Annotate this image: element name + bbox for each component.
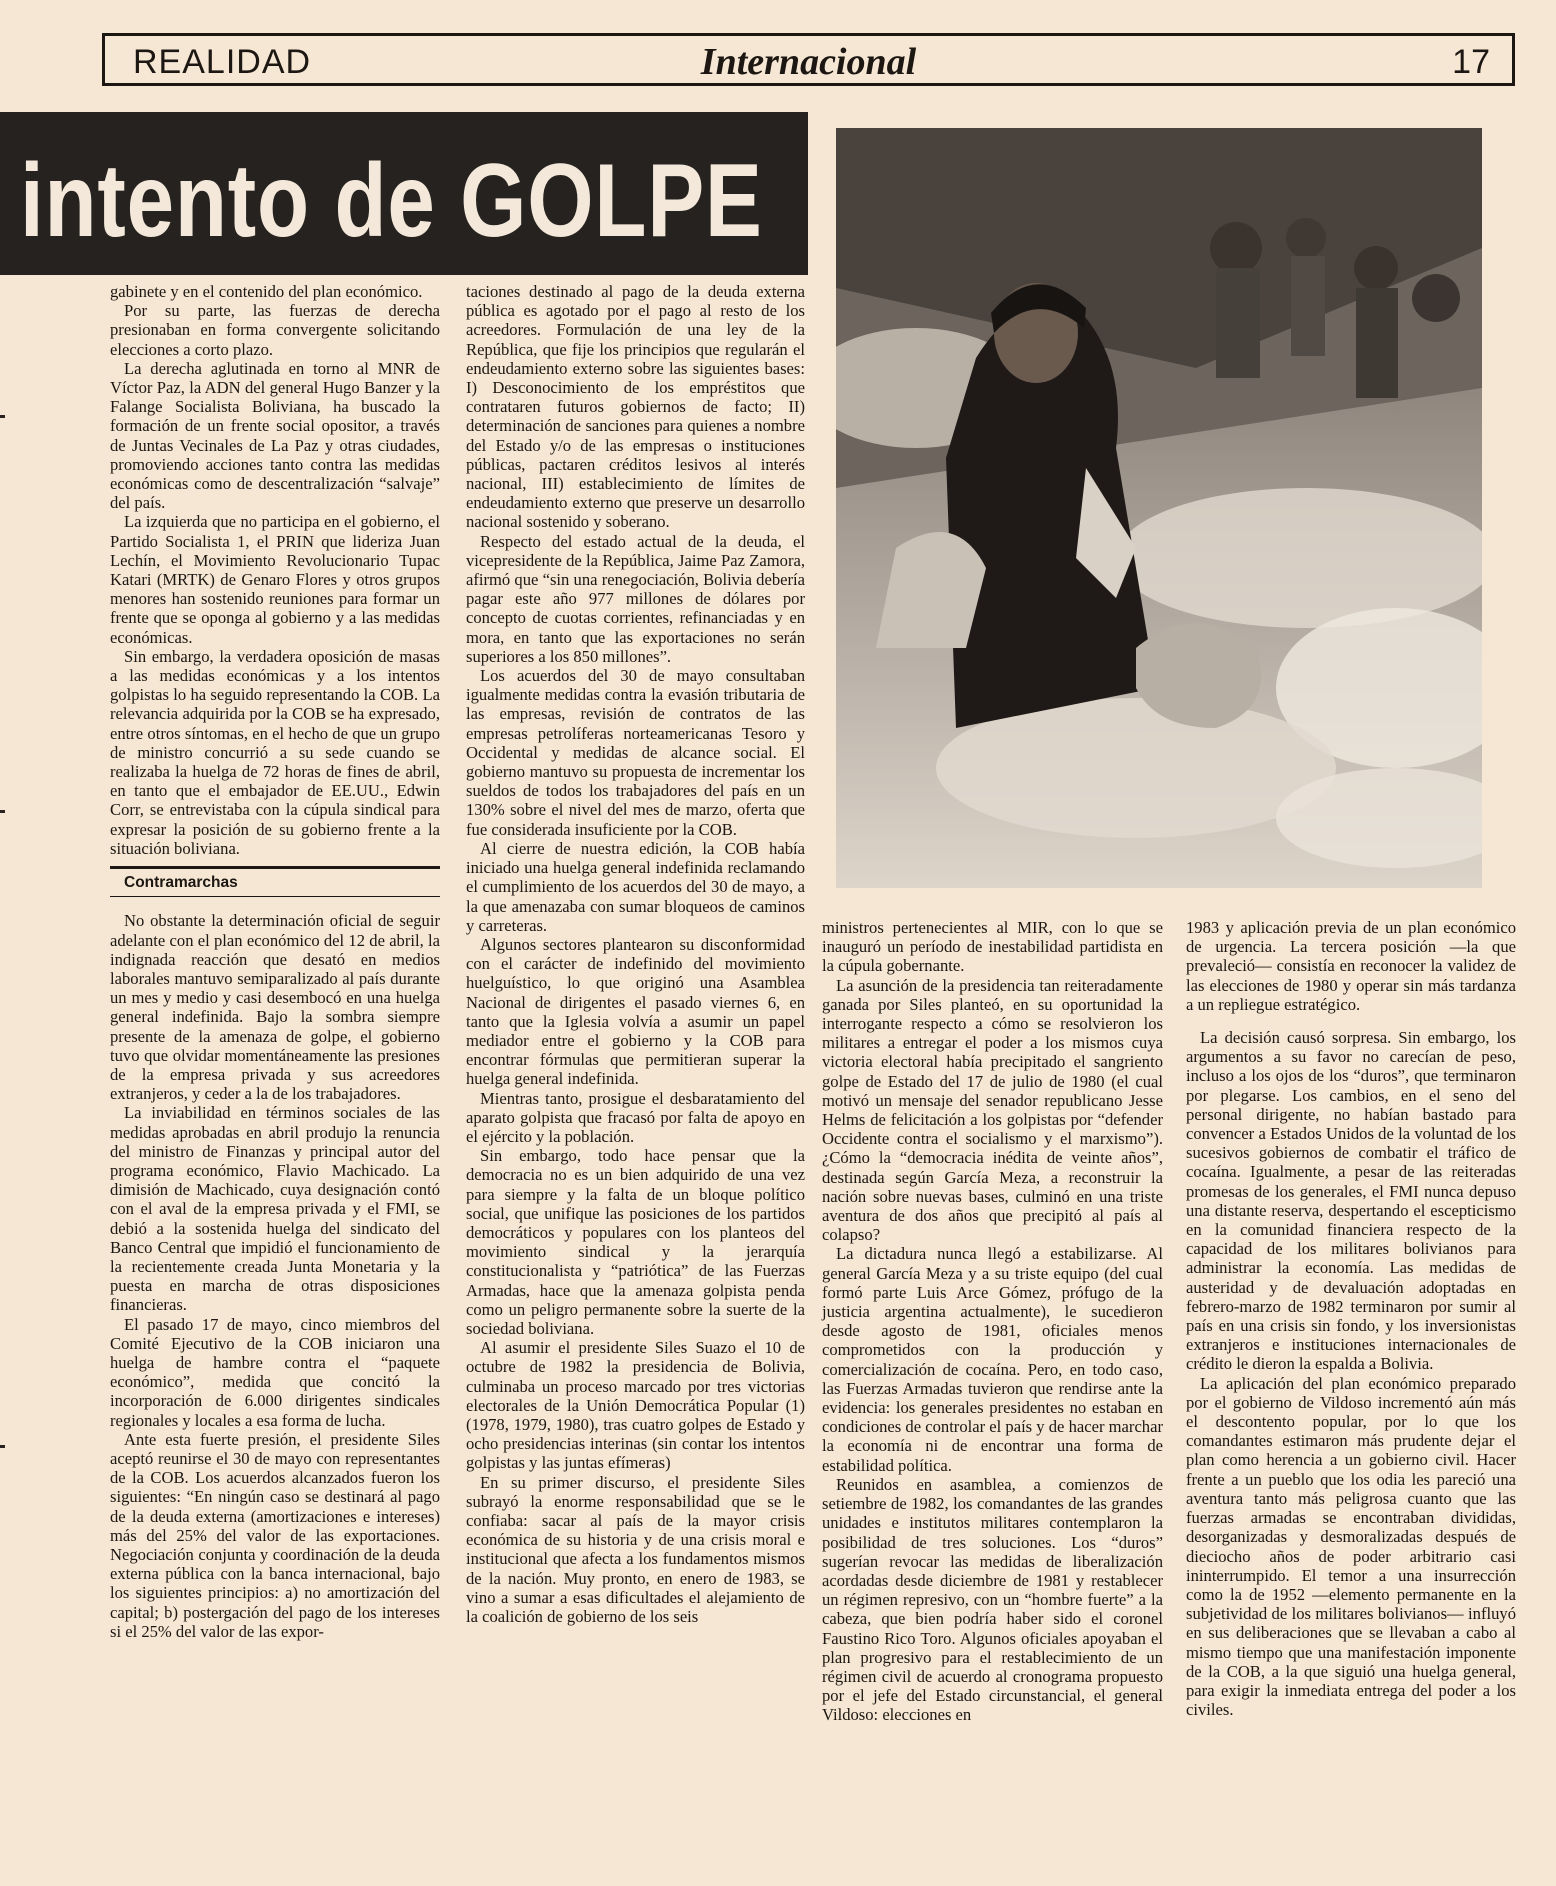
paragraph: 1983 y aplicación previa de un plan económico de urgencia. La tercera posición —la que prevaleció— consistía en reconocer la validez de las elecciones de 1980 y operar sin más tardanza a un repliegue estratégico. <box>1186 918 1516 1014</box>
paragraph: taciones destinado al pago de la deuda externa pública es agotado por el pago al resto de los acreedores. Formulación de una ley de la República, que fije los principios que regularán el endeudamiento externo sobre las siguientes bases: I) Desconocimiento de los empréstitos que contrataren futuros gobiernos de facto; II) determinación de sanciones para quienes a nombre del Estado y/o de las empresas o instituciones públicas, pactaren créditos lesivos al interés nacional, III) establecimiento de límites de endeudamiento externo que preserve un desarrollo nacional sostenido y soberano. <box>466 282 805 532</box>
paragraph: La dictadura nunca llegó a estabilizarse. Al general García Meza y a su triste equipo (del cual formó parte Luis Arce Gómez, prófugo de la justicia argentina actualmente), le sucedieron desde agosto de 1981, oficiales menos comprometidos con la producción y comercialización de cocaína. Pero, en todo caso, las Fuerzas Armadas tuvieron que rendirse ante la evidencia: los generales presidentes no estaban en condiciones de controlar el país y de hacer marchar la economía ni de encontrar una forma de estabilidad política. <box>822 1244 1163 1475</box>
column-1 <box>110 282 440 1641</box>
paragraph: La derecha aglutinada en torno al MNR de Víctor Paz, la ADN del general Hugo Banzer y la Falange Socialista Boliviana, ha buscado la formación de un frente social opositor, a través de Juntas Vecinales de La Paz y otras ciudades, promoviendo acciones tanto contra las medidas económicas como de descentralización “salvaje” del país. <box>110 358 440 513</box>
paragraph: Mientras tanto, prosigue el desbaratamiento del aparato golpista que fracasó por falta de apoyo en el ejército y la población. <box>466 1088 805 1146</box>
headline-banner <box>0 112 808 275</box>
paragraph: Sin embargo, todo hace pensar que la democracia no es un bien adquirido de una vez para siempre y la falta de un bloque político social, que unifique las posiciones de los partidos democráticos y populares con los planteos del movimiento sindical y la jerarquía constitucionalista y “patriótica” de las Fuerzas Armadas, hace que la amenaza golpista penda como un peligro permanente sobre la suerte de la sociedad boliviana. <box>466 1146 805 1338</box>
paragraph: Al cierre de nuestra edición, la COB había iniciado una huelga general indefinida reclamando el cumplimiento de los acuerdos del 30 de mayo, a la que amenazaba con sumar bloqueos de caminos y carreteras. <box>466 838 805 935</box>
paragraph: En su primer discurso, el presidente Siles subrayó la enorme responsabilidad que se le confiaba: sacar al país de la mayor crisis económica de su historia y de una crisis moral e institucional que afecta a los fundamentos mismos de la nación. Muy pronto, en enero de 1983, se vino a sumar a esas dificultades el alejamiento de la coalición de gobierno de los seis <box>466 1472 805 1627</box>
paragraph: Reunidos en asamblea, a comienzos de setiembre de 1982, los comandantes de las grandes unidades e institutos militares contemplaron la posibilidad de tres soluciones. Los “duros” sugerían revocar las medidas de liberalización acordadas desde diciembre de 1981 y restablecer un régimen represivo, con un “hombre fuerte” a la cabeza, que bien podría haber sido el coronel Faustino Rico Toro. Algunos oficiales apoyaban el plan progresivo para el restablecimiento de un régimen civil de acuerdo al cronograma propuesto por el jefe del Estado circunstancial, el general Vildoso: elecciones en <box>822 1474 1163 1725</box>
spacer <box>1186 1014 1516 1028</box>
section-title: Internacional <box>700 41 917 83</box>
paragraph: Por su parte, las fuerzas de derecha presionaban en forma convergente solicitando elecciones a corto plazo. <box>110 301 440 359</box>
paragraph: Sin embargo, la verdadera oposición de masas a las medidas económicas y a los intentos golpistas lo ha seguido representando la COB. La relevancia adquirida por la COB se ha expresado, entre otros síntomas, en el hecho de que un grupo de ministro concurrió a su sede cuando se realizaba la huelga de 72 horas de fines de abril, en tanto que el embajador de EE.UU., Edwin Corr, se entrevistaba con la cúpula sindical para expresar la posición de su gobierno frente a la situación boliviana. <box>110 646 440 858</box>
section-name: REALIDAD <box>133 43 312 81</box>
column-2 <box>466 282 805 1626</box>
paragraph: Algunos sectores plantearon su disconformidad con el carácter de indefinido del movimiento huelguístico, lo que originó una Asamblea Nacional de dirigentes el pasado viernes 6, en tanto que la Iglesia volvía a asumir un papel mediador entre el gobierno y la COB para encontrar fórmulas que permitieran superar la huelga general indefinida. <box>466 934 805 1089</box>
paragraph: La inviabilidad en términos sociales de las medidas aprobadas en abril produjo la renuncia del ministro de Finanzas y principal autor del programa económico, Flavio Machicado. La dimisión de Machicado, cuya designación contó con el aval de la empresa privada y el FMI, se debió a la sostenida huelga del sindicato del Banco Central que impidió el funcionamiento de la recientemente creada Junta Monetaria y la puesta en marcha de otras disposiciones financieras. <box>110 1103 440 1315</box>
page-number: 17 <box>1452 43 1490 81</box>
column-4 <box>1186 918 1516 1719</box>
page-header <box>102 33 1515 86</box>
market-photo <box>836 128 1482 888</box>
paragraph: Respecto del estado actual de la deuda, el vicepresidente de la República, Jaime Paz Zamora, afirmó que “sin una renegociación, Bolivia debería pagar este año 977 millones de dólares por concepto de cuotas corrientes, refinanciadas y en mora, en tanto que las exportaciones no serán superiores a los 850 millones”. <box>466 531 805 666</box>
margin-mark <box>0 810 5 813</box>
paragraph: El pasado 17 de mayo, cinco miembros del Comité Ejecutivo de la COB iniciaron una huelga de hambre contra el “paquete económico”, medida que concitó la incorporación de 6.000 dirigentes sindicales regionales y locales a esa forma de lucha. <box>110 1314 440 1430</box>
paragraph: La decisión causó sorpresa. Sin embargo, los argumentos a su favor no carecían de peso, incluso a los ojos de los “duros”, que terminaron por plegarse. Los cambios, en el seno del personal dirigente, no habían bastado para convencer a Estados Unidos de la voluntad de los sucesivos gobiernos de combatir el tráfico de cocaína. Igualmente, a pesar de las reiteradas promesas de los generales, el FMI nunca depuso una distante reserva, despertando el escepticismo en la comunidad financiera respecto de la capacidad de los militares bolivianos para administrar la economía. Las medidas de austeridad y de devaluación adoptadas en febrero-marzo de 1982 terminaron por sumir al país en una crisis sin fondo, y los inversionistas extranjeros e instituciones internacionales de crédito le dieron la espalda a Bolivia. <box>1186 1028 1516 1374</box>
paragraph: La aplicación del plan económico preparado por el gobierno de Vildoso incrementó aún más el descontento popular, por lo que los comandantes estimaron más prudente dejar el plan como herencia a un gobierno civil. Hacer frente a un pueblo que los odia les pareció una aventura tanto más peligrosa cuanto que las fuerzas armadas se encontraban divididas, desorganizadas y desmoralizadas después de dieciocho años de poder arbitrario casi ininterrumpido. El temor a una insurrección como la de 1952 —elemento permanente en la subjetividad de los militares bolivianos— influyó en sus deliberaciones que se llevaban a cabo al mismo tiempo que una manifestación imponente de la COB, a la que siguió una huelga general, para exigir la inmediata entrega del poder a los civiles. <box>1186 1373 1516 1720</box>
paragraph: Los acuerdos del 30 de mayo consultaban igualmente medidas contra la evasión tributaria de las empresas, revisión de contratos de las empresas petrolíferas norteamericanas Tesoro y Occidental y medidas de alcance social. El gobierno mantuvo su propuesta de incrementar los sueldos de todos los trabajadores del país en un 130% sobre el nivel del mes de marzo, oferta que fue considerada insuficiente por la COB. <box>466 666 805 839</box>
margin-mark <box>0 415 5 418</box>
paragraph: La izquierda que no participa en el gobierno, el Partido Socialista 1, el PRIN que lideriza Juan Lechín, el Movimiento Revolucionario Tupac Katari (MRTK) de Genaro Flores y otros grupos menores han sostenido reuniones para formar un frente que se oponga al gobierno y a las medidas económicas. <box>110 512 440 647</box>
margin-mark <box>0 1445 5 1448</box>
headline: intento de GOLPE <box>20 143 763 259</box>
paragraph: La asunción de la presidencia tan reiteradamente ganada por Siles planteó, en su oportunidad la interrogante respecto a cómo se resolvieron los militares a entregar el poder a los mismos cuya victoria electoral había precipitado el sangriento golpe de Estado del 17 de julio de 1980 (el cual motivó un mensaje del senador republicano Jesse Helms de felicitación a los golpistas por “defender Occidente contra el socialismo y el marxismo”). ¿Cómo la “democracia inédita de veinte años”, destinada según García Meza, a reconstruir la nación sobre nuevas bases, culminó en una triste aventura de dos años que precipitó al país al colapso? <box>822 975 1163 1245</box>
subheading: Contramarchas <box>110 873 440 897</box>
column-3 <box>822 918 1163 1725</box>
paragraph: gabinete y en el contenido del plan económico. <box>110 282 423 301</box>
paragraph: No obstante la determinación oficial de seguir adelante con el plan económico del 12 de abril, la indignada reacción que desató en medios laborales mantuvo semiparalizado al país durante un mes y medio y casi desembocó en una huelga general indefinida. Bajo la sombra siempre presente de la amenaza de golpe, el gobierno tuvo que olvidar momentáneamente las presiones de la empresa privada y sus acreedores extranjeros, y ceder a la de los trabajadores. <box>110 911 440 1104</box>
paragraph: Al asumir el presidente Siles Suazo el 10 de octubre de 1982 la presidencia de Bolivia, culminaba un proceso marcado por tres victorias electorales de la Unión Democrática Popular (1) (1978, 1979, 1980), tras cuatro golpes de Estado y ocho presidencias interinas (sin contar los intentos golpistas y las juntas efímeras) <box>466 1338 805 1473</box>
paragraph: ministros pertenecientes al MIR, con lo que se inauguró un período de inestabilidad partidista en la cúpula gobernante. <box>822 918 1163 976</box>
photo-illustration <box>836 128 1482 888</box>
section-rule <box>110 866 440 869</box>
paragraph: Ante esta fuerte presión, el presidente Siles aceptó reunirse el 30 de mayo con representantes de la COB. Los acuerdos alcanzados fueron los siguientes: “En ningún caso se destinará al pago de la deuda externa (amortizaciones e intereses) más del 25% del valor de las exportaciones. Negociación conjunta y coordinación de la deuda externa pública con la banca internacional, bajo los siguientes principios: a) no amortización del capital; b) postergación del pago de los intereses si el 25% del valor de las expor- <box>110 1429 440 1641</box>
spacer <box>110 897 440 911</box>
